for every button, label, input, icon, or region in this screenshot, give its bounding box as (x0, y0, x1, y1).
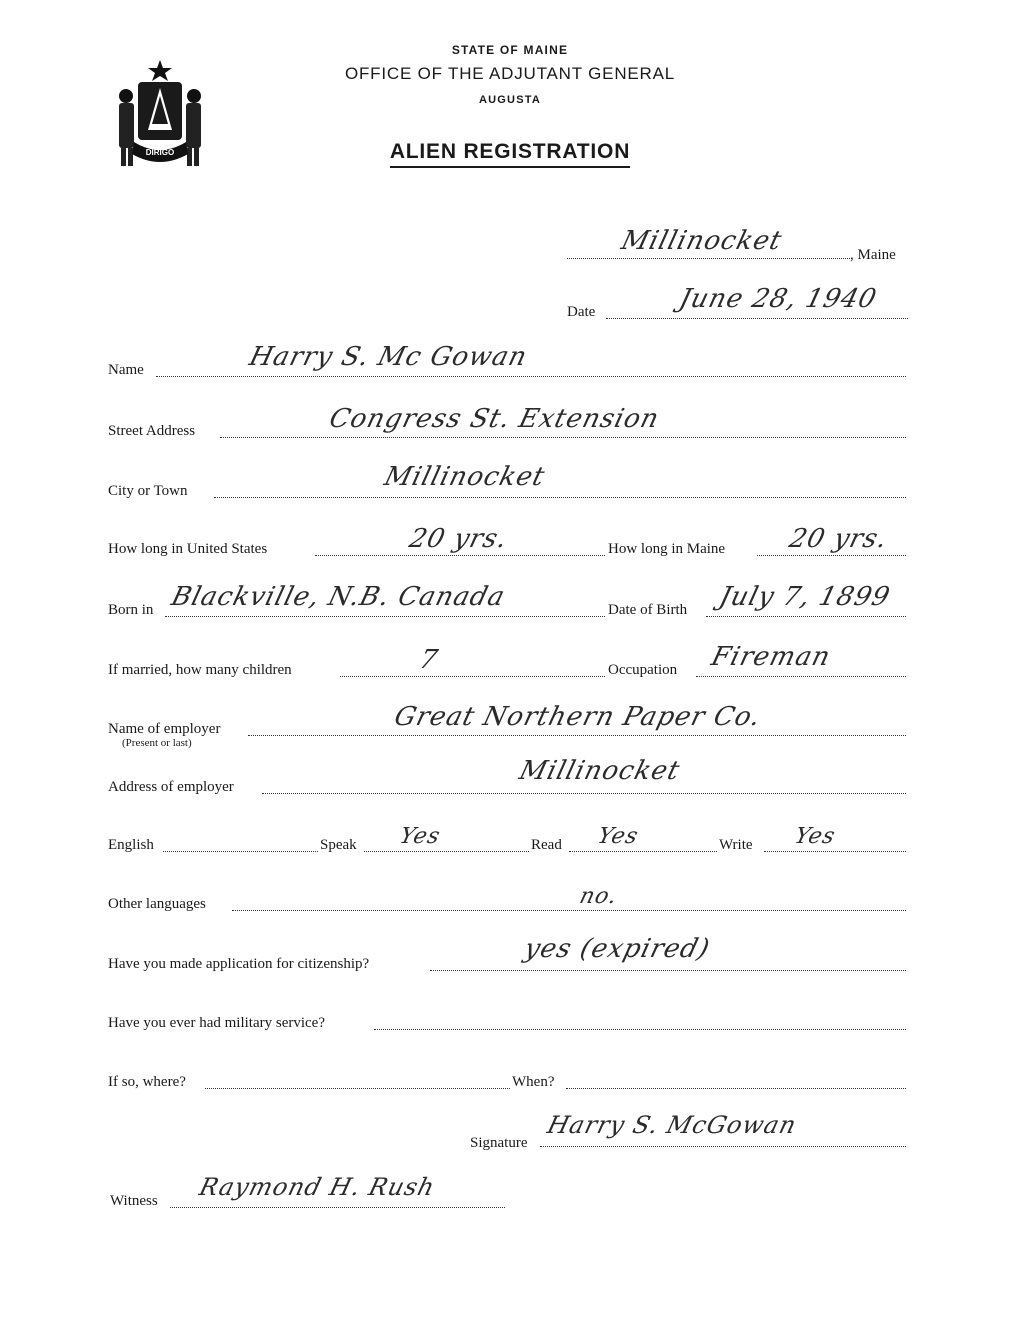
born-line (165, 616, 605, 617)
how-long-us-value[interactable]: 20 yrs. (406, 524, 511, 554)
signature-value[interactable]: Harry S. McGowan (544, 1111, 800, 1139)
children-label: If married, how many children (108, 662, 292, 678)
witness-value[interactable]: Raymond H. Rush (196, 1173, 439, 1201)
other-languages-value[interactable]: no. (577, 884, 621, 909)
english-label: English (108, 837, 154, 853)
maine-label: , Maine (850, 247, 896, 263)
date-label: Date (567, 304, 596, 320)
employer-address-label: Address of employer (108, 779, 234, 795)
witness-line (170, 1207, 505, 1208)
occupation-value[interactable]: Fireman (708, 642, 834, 672)
name-line (156, 376, 906, 377)
how-long-me-value[interactable]: 20 yrs. (786, 524, 891, 554)
speak-line (364, 851, 529, 852)
seal-motto: DIRIGO (145, 148, 175, 157)
born-label: Born in (108, 602, 154, 618)
employer-address-value[interactable]: Millinocket (516, 756, 684, 786)
where-line (205, 1088, 510, 1089)
name-value[interactable]: Harry S. Mc Gowan (246, 342, 531, 372)
when-line (566, 1088, 906, 1089)
employer-line (248, 735, 906, 736)
header-office: OFFICE OF THE ADJUTANT GENERAL (344, 64, 676, 83)
other-languages-line (232, 910, 906, 911)
english-line (163, 851, 318, 852)
speak-label: Speak (320, 837, 357, 853)
citizenship-line (430, 970, 906, 971)
occupation-line (696, 676, 906, 677)
read-label: Read (531, 837, 562, 853)
dob-line (706, 616, 906, 617)
date-value[interactable]: June 28, 1940 (676, 284, 881, 314)
signature-line (540, 1146, 906, 1147)
signature-label: Signature (470, 1135, 528, 1151)
military-line (374, 1029, 906, 1030)
form-title: ALIEN REGISTRATION (300, 140, 720, 164)
write-value[interactable]: Yes (792, 824, 839, 849)
street-label: Street Address (108, 423, 196, 439)
city-value[interactable]: Millinocket (381, 462, 549, 492)
citizenship-value[interactable]: yes (expired) (521, 934, 714, 964)
dob-label: Date of Birth (608, 602, 688, 618)
date-line (606, 318, 908, 319)
citizenship-label: Have you made application for citizenship? (108, 956, 370, 972)
name-label: Name (108, 362, 144, 378)
born-value[interactable]: Blackville, N.B. Canada (168, 582, 509, 612)
read-line (569, 851, 717, 852)
speak-value[interactable]: Yes (397, 824, 444, 849)
where-label: If so, where? (108, 1074, 186, 1090)
witness-label: Witness (110, 1193, 158, 1209)
header-city: AUGUSTA (479, 94, 541, 106)
maine-seal-icon (108, 58, 212, 178)
city-line (214, 497, 906, 498)
dob-value[interactable]: July 7, 1899 (716, 582, 894, 612)
header-state: STATE OF MAINE (451, 43, 569, 57)
how-long-us-line (315, 555, 605, 556)
street-value[interactable]: Congress St. Extension (326, 404, 663, 434)
employer-sublabel: (Present or last) (122, 737, 192, 749)
write-label: Write (719, 837, 753, 853)
military-label: Have you ever had military service? (108, 1015, 325, 1031)
street-line (220, 437, 906, 438)
city-label: City or Town (108, 483, 188, 499)
town-value[interactable]: Millinocket (618, 226, 786, 256)
write-line (764, 851, 906, 852)
employer-address-line (262, 793, 906, 794)
town-line (567, 258, 852, 259)
how-long-me-line (757, 555, 906, 556)
children-line (340, 676, 605, 677)
other-languages-label: Other languages (108, 896, 206, 912)
when-label: When? (512, 1074, 555, 1090)
read-value[interactable]: Yes (595, 824, 642, 849)
how-long-me-label: How long in Maine (608, 541, 726, 557)
how-long-us-label: How long in United States (108, 541, 268, 557)
employer-label: Name of employer (108, 721, 221, 737)
employer-value[interactable]: Great Northern Paper Co. (391, 702, 765, 732)
occupation-label: Occupation (608, 662, 678, 678)
children-value[interactable]: 7 (416, 645, 442, 675)
